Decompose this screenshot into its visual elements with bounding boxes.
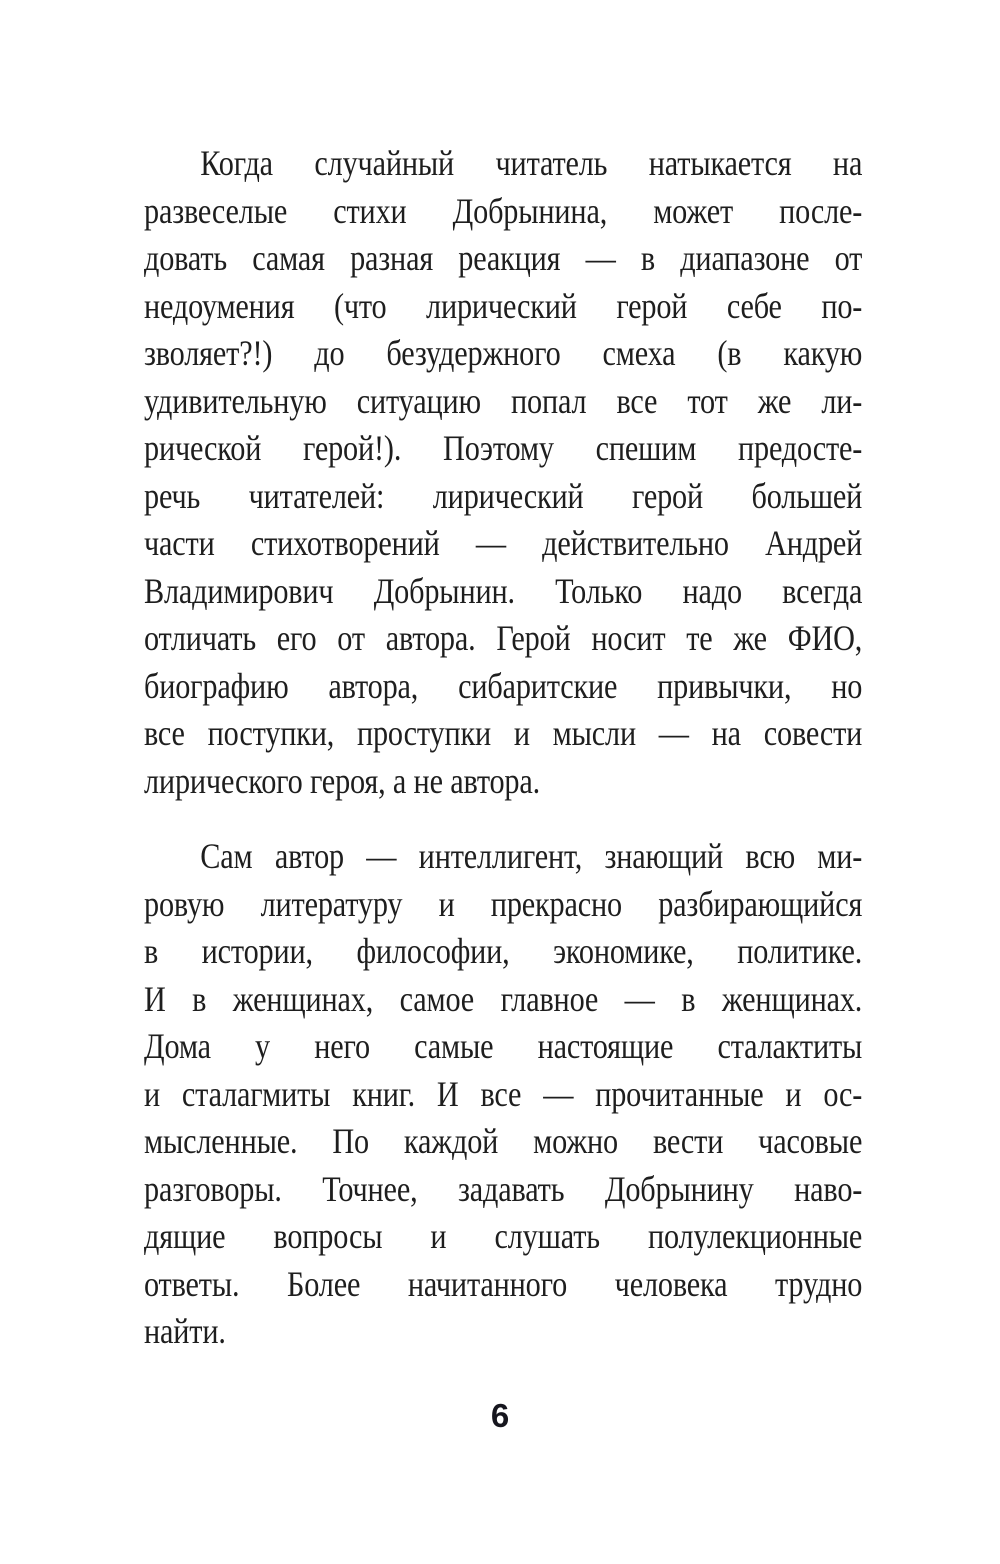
text-line: довать самая разная реакция — в диапазоне от [144, 238, 863, 278]
text-line: зволяет?!) до безудержного смеха (в какую [144, 333, 863, 373]
text-line: развеселые стихи Добрынина, может после- [144, 190, 863, 231]
text-line: разговоры. Точнее, задавать Добрынину наво- [144, 1168, 863, 1209]
text-line: все поступки, проступки и мысли — на совести [144, 713, 863, 753]
text-line: и сталагмиты книг. И все — прочитанные и ос- [144, 1073, 863, 1114]
text-line: Владимирович Добрынин. Только надо всегда [144, 570, 863, 611]
text-line: дящие вопросы и слушать полулекционные [144, 1216, 863, 1256]
text-line: речь читателей: лирический герой большей [144, 475, 863, 516]
paragraph [144, 140, 862, 805]
text-line: части стихотворений — действительно Андрей [144, 523, 863, 563]
text-line: ответы. Более начитанного человека трудно [144, 1263, 863, 1304]
page-number: 6 [490, 1397, 510, 1434]
text-line: удивительную ситуацию попал все тот же ли- [144, 380, 863, 421]
text-line: ровую литературу и прекрасно разбирающийся [144, 883, 863, 924]
text-line: мысленные. По каждой можно вести часовые [144, 1121, 863, 1161]
text-line: отличать его от автора. Герой носит те же ФИО, [144, 618, 863, 658]
text-line: И в женщинах, самое главное — в женщинах. [144, 978, 863, 1019]
text-line: Дома у него самые настоящие сталактиты [144, 1026, 863, 1066]
text-line: рической герой!). Поэтому спешим предосте- [144, 428, 863, 468]
text-line: Сам автор — интеллигент, знающий всю ми- [200, 836, 863, 876]
text-block [144, 140, 862, 1356]
text-line: биографию автора, сибаритские привычки, но [144, 665, 863, 706]
text-line: Когда случайный читатель натыкается на [200, 143, 863, 183]
paragraph [144, 833, 862, 1356]
text-line: лирического героя, а не автора. [144, 760, 541, 801]
text-line: найти. [144, 1311, 226, 1351]
text-line: недоумения (что лирический герой себе по- [144, 285, 863, 326]
text-line: в истории, философии, экономике, политике. [144, 931, 863, 971]
